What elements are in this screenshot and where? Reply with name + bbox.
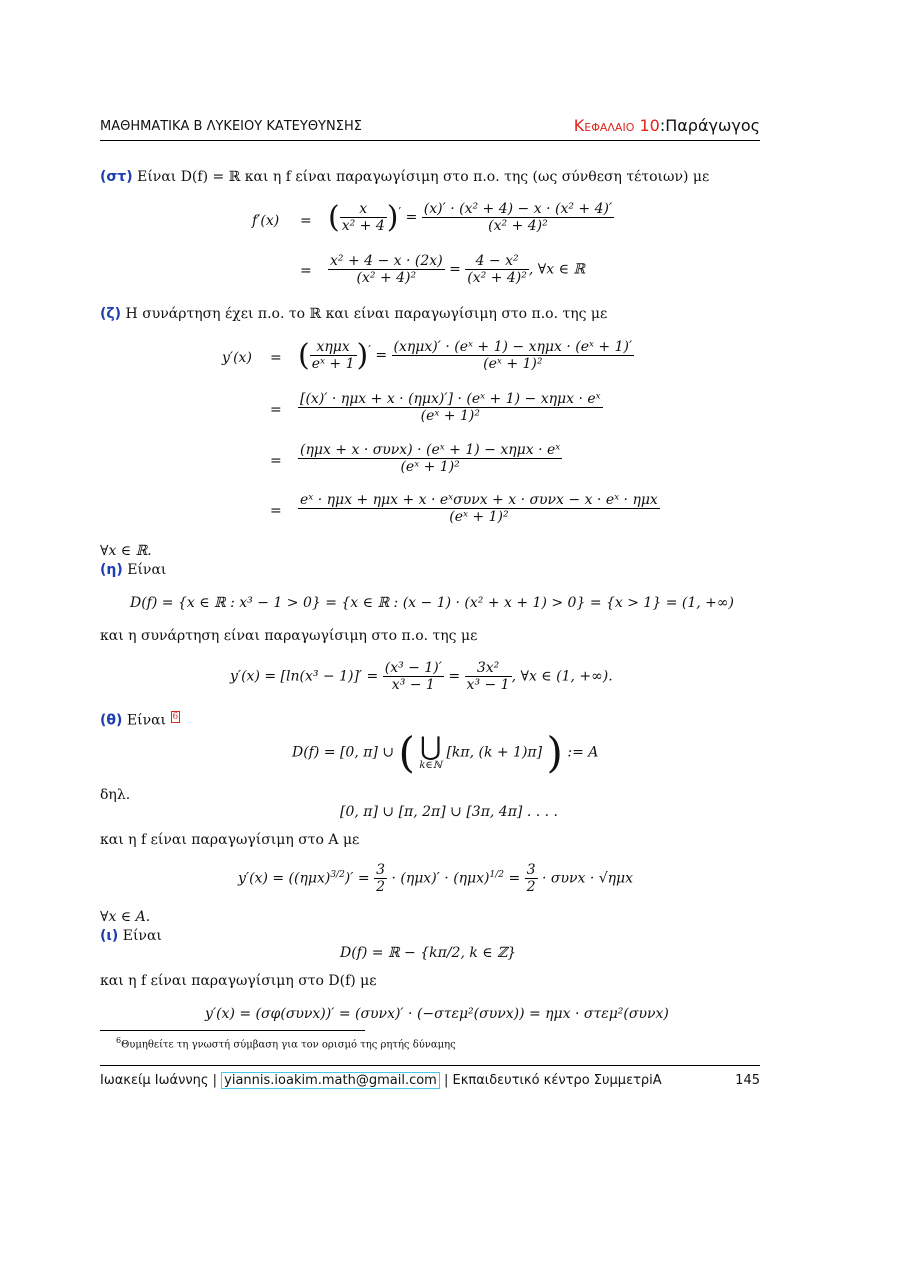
z-after: ∀x ∈ ℝ. (100, 543, 152, 559)
z-f4-den: (eˣ + 1)² (400, 459, 460, 475)
eta-f2-num: 3x² (465, 660, 512, 677)
st-f1-den: x² + 4 (341, 218, 385, 234)
theta-eq-b: )′ = (344, 870, 370, 887)
footnote (116, 1036, 456, 1050)
theta-f1-num: 3 (376, 862, 385, 878)
st-f3-den: (x² + 4)² (356, 270, 417, 286)
theta-f2-num: 3 (526, 862, 536, 878)
item-theta-text: Είναι (126, 712, 167, 729)
st-eq1-paren-frac: ( $\frac{x}{\text{x² + 4}}$ )′ = $\frac{\text{(x)′ · (x² + 4) − x · (x² + 4)′}}{\text{(x² + 4)²}}$ (328, 200, 613, 235)
item-z-text: Η συνάρτηση έχει π.ο. το ℝ και είναι παραγωγίσιμη στο π.ο. της με (125, 306, 608, 322)
theta-exp1: 3/2 (330, 869, 345, 880)
chapter-number: Κεφαλαιο 10 (573, 116, 660, 135)
theta-eq-c: · (ημx)′ · (ημx) (391, 870, 490, 887)
st-eq1-sign: = (300, 213, 312, 229)
theta-domain-inner: [kπ, (k + 1)π] (446, 744, 543, 761)
st-f4-num: 4 − x² (465, 253, 529, 270)
eta-f1-num: (x³ − 1)′ (384, 660, 442, 676)
footnote-rule (100, 1030, 365, 1031)
theta-domain-lhs: D(f) = [0, π] ∪ (292, 744, 395, 761)
z-f2-den: (eˣ + 1)² (483, 356, 543, 372)
theta-f2-den: 2 (526, 879, 536, 895)
st-eq2-sign: = (300, 263, 312, 279)
z-eq4-sign: = (270, 503, 282, 519)
z-lhs: y′(x) (222, 350, 252, 366)
theta-eq-a: y′(x) = ((ημx) (238, 870, 331, 887)
z-f3-num: [(x)′ · ημx + x · (ημx)′] · (eˣ + 1) − xημx · eˣ (300, 391, 601, 407)
theta-union: [0, π] ∪ [π, 2π] ∪ [3π, 4π] . . . . (340, 804, 558, 820)
item-eta (100, 562, 166, 578)
item-eta-text: Είναι (127, 562, 167, 578)
theta-domain-tail: := A (567, 744, 599, 761)
z-eq1-sign: = (270, 350, 282, 366)
item-iota-label: (ι) (100, 928, 119, 944)
header-left: ΜΑΘΗΜΑΤΙΚΑ Β ΛΥΚΕΙΟΥ ΚΑΤΕΥΘΥΝΣΗΣ (100, 119, 362, 134)
footer-email-link[interactable]: yiannis.ioakim.math@gmail.com (221, 1072, 440, 1089)
z-f5-den: (eˣ + 1)² (449, 509, 509, 525)
footnote-mark: 6 (116, 1036, 122, 1045)
iota-domain: D(f) = ℝ − {kπ/2, k ∈ ℤ} (340, 945, 517, 961)
eta-eq: y′(x) = [ln(x³ − 1)]′ = $\frac{\text{(x³ − 1)′}}{\text{x³ − 1}}$ = $\frac{\text{3x²}}{\text{x³ − 1}}$ , ∀x ∈ (1, +∞). (230, 660, 613, 693)
item-iota-text: Είναι (122, 928, 162, 944)
z-eq2-sign: = (270, 402, 282, 418)
st-eq2-tail: , ∀x ∈ ℝ (528, 261, 586, 278)
z-eq3-sign: = (270, 453, 282, 469)
z-f3-den: (eˣ + 1)² (420, 408, 480, 424)
footer-rule (100, 1065, 760, 1066)
item-st (100, 169, 709, 185)
theta-eq-d: = (508, 870, 521, 887)
z-f4-num: (ημx + x · συνx) · (eˣ + 1) − xημx · eˣ (300, 442, 561, 458)
z-eq2 (298, 391, 603, 424)
item-z (100, 306, 607, 322)
item-iota (100, 928, 162, 944)
z-f1-num: xημx (310, 339, 357, 356)
header-chapter (574, 116, 760, 135)
footer-sep1: | (212, 1073, 217, 1088)
st-f4-den: (x² + 4)² (467, 270, 527, 286)
item-theta-label: (θ) (100, 712, 123, 729)
header-rule (100, 140, 760, 141)
page-number: 145 (735, 1073, 760, 1088)
chapter-title: Παράγωγος (665, 116, 760, 135)
eta-eq-lhs: y′(x) = [ln(x³ − 1)]′ = (230, 668, 379, 685)
theta-eq-e: · συνx · √ημx (542, 870, 634, 887)
theta-eq (238, 862, 633, 895)
z-f2-num: (xημx)′ · (eˣ + 1) − xημx · (eˣ + 1)′ (393, 339, 633, 355)
bigcup-symbol: ⋃ (420, 732, 442, 762)
st-f2-num: (x)′ · (x² + 4) − x · (x² + 4)′ (423, 201, 613, 217)
theta-text3: και η f είναι παραγωγίσιμη στο A με (100, 832, 360, 848)
chapter-sep: : (659, 116, 666, 135)
theta-exp2: 1/2 (489, 869, 504, 880)
st-f3-num: x² + 4 − x · (2x) (330, 253, 443, 269)
z-eq3 (298, 442, 562, 475)
footer-center: Εκπαιδευτικό κέντρο ΣυμμετρiA (452, 1073, 662, 1088)
st-f2-den: (x² + 4)² (488, 218, 548, 234)
eta-domain: D(f) = {x ∈ ℝ : x³ − 1 > 0} = {x ∈ ℝ : (x − 1) · (x² + x + 1) > 0} = {x > 1} = (1, +∞) (130, 595, 735, 611)
item-eta-label: (η) (100, 562, 123, 578)
bigcup-sub: k∈ℕ (419, 760, 442, 771)
footer-author: Ιωακείμ Ιωάννης (100, 1073, 209, 1088)
item-z-label: (ζ) (100, 306, 122, 322)
theta-after: ∀x ∈ A. (100, 909, 151, 925)
eta-f2-den: x³ − 1 (466, 677, 510, 693)
footer-sep2: | (444, 1073, 449, 1088)
theta-text2: δηλ. (100, 787, 131, 803)
st-lhs: f′(x) (252, 213, 280, 229)
z-eq4 (298, 492, 660, 525)
item-st-label: (στ) (100, 169, 133, 185)
z-f1-den: eˣ + 1 (311, 356, 355, 372)
z-eq1: ( $\frac{\text{xημx}}{\text{eˣ + 1}}$ )′ = $\frac{\text{(xημx)′ · (eˣ + 1) − xημx · (eˣ + 1)′}}{\text{(eˣ + 1)²}}$ (298, 338, 633, 373)
footnote-ref-link[interactable]: 6 (172, 712, 179, 722)
eta-f1-den: x³ − 1 (391, 677, 435, 693)
z-f5-num: eˣ · ημx + ημx + x · eˣσυνx + x · συνx − x · eˣ · ημx (300, 492, 658, 508)
st-f1-num: x (340, 201, 387, 218)
eta-eq-tail: , ∀x ∈ (1, +∞). (511, 668, 613, 685)
iota-eq: y′(x) = (σφ(συνx))′ = (συνx)′ · (−στεμ²(συνx)) = ημx · στεμ²(συνx) (205, 1006, 669, 1022)
st-eq2: $\frac{\text{x² + 4 − x · (2x)}}{\text{(x² + 4)²}}$ = $\frac{\text{4 − x²}}{\text{(x² + 4)²}}$ , ∀x ∈ ℝ (330, 253, 586, 286)
theta-f1-den: 2 (376, 879, 385, 895)
item-st-text: Είναι D(f) = ℝ και η f είναι παραγωγίσιμη στο π.ο. της (ως σύνθεση τέτοιων) με (137, 169, 710, 185)
item-theta (100, 712, 180, 729)
eta-text2: και η συνάρτηση είναι παραγωγίσιμη στο π.ο. της με (100, 628, 478, 644)
footnote-text: Θυμηθείτε τη γνωστή σύμβαση για τον ορισμό της ρητής δύναμης (121, 1039, 456, 1051)
iota-text2: και η f είναι παραγωγίσιμη στο D(f) με (100, 973, 377, 989)
footer-left (100, 1073, 662, 1088)
theta-domain: D(f) = [0, π] ∪ ( ⋃ k∈ℕ [kπ, (k + 1)π] ) := A (292, 728, 599, 777)
